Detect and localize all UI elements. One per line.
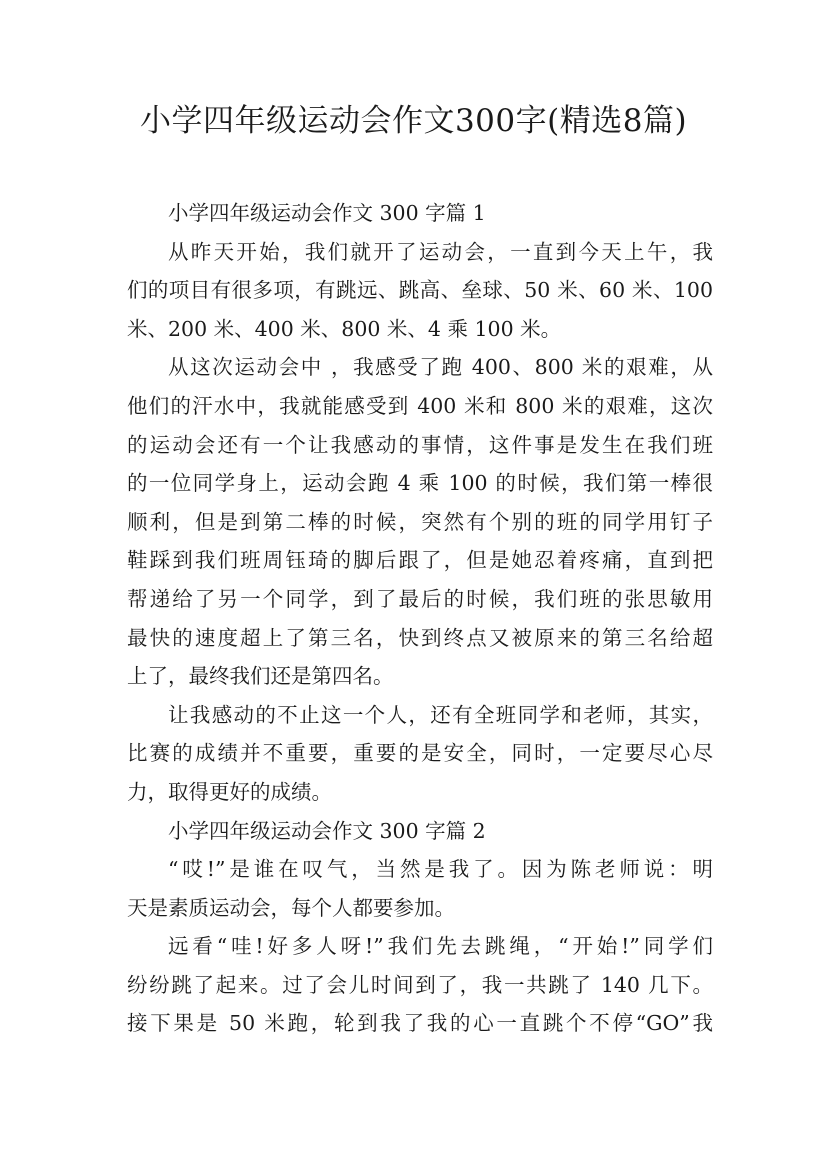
- text-line: 米、200 米、400 米、800 米、4 乘 100 米。: [127, 316, 562, 341]
- section-heading: 小学四年级运动会作文 300 字篇 2: [168, 818, 486, 843]
- text-line: 从这次运动会中 ，我感受了跑 400、800 米的艰难，从: [168, 355, 713, 380]
- text-line: 们的项目有很多项，有跳远、跳高、垒球、50 米、60 米、100: [127, 278, 713, 303]
- text-line: “哎!”是谁在叹气，当然是我了。因为陈老师说：明: [168, 857, 713, 882]
- text-line: 力，取得更好的成绩。: [127, 779, 332, 804]
- text-line: 比赛的成绩并不重要，重要的是安全，同时，一定要尽心尽: [127, 741, 713, 766]
- text-line: 的运动会还有一个让我感动的事情，这件事是发生在我们班: [127, 432, 713, 457]
- text-line: 纷纷跳了起来。过了会儿时间到了，我一共跳了 140 几下。: [127, 972, 713, 997]
- text-line: 帮递给了另一个同学，到了最后的时候，我们班的张思敏用: [127, 586, 713, 611]
- document-title: 小学四年级运动会作文300字(精选8篇): [139, 103, 688, 139]
- text-line: 顺利，但是到第二棒的时候，突然有个别的班的同学用钉子: [127, 509, 713, 534]
- document-body: [127, 194, 713, 1043]
- text-line: 天是素质运动会，每个人都要参加。: [127, 895, 455, 920]
- text-line: 远看“哇!好多人呀!”我们先去跳绳，“开始!”同学们: [168, 934, 713, 959]
- text-line: 最快的速度超上了第三名，快到终点又被原来的第三名给超: [127, 625, 713, 650]
- text-line: 接下果是 50 米跑，轮到我了我的心一直跳个不停“GO”我: [127, 1011, 713, 1036]
- text-line: 让我感动的不止这一个人，还有全班同学和老师，其实，: [168, 702, 713, 727]
- text-line: 他们的汗水中，我就能感受到 400 米和 800 米的艰难，这次: [127, 393, 713, 418]
- section-heading: 小学四年级运动会作文 300 字篇 1: [168, 201, 486, 225]
- text-line: 鞋踩到我们班周钰琦的脚后跟了，但是她忍着疼痛，直到把: [127, 548, 713, 573]
- text-line: 的一位同学身上，运动会跑 4 乘 100 的时候，我们第一棒很: [127, 471, 713, 496]
- text-line: 从昨天开始，我们就开了运动会，一直到今天上午，我: [168, 239, 713, 264]
- text-line: 上了，最终我们还是第四名。: [127, 664, 394, 689]
